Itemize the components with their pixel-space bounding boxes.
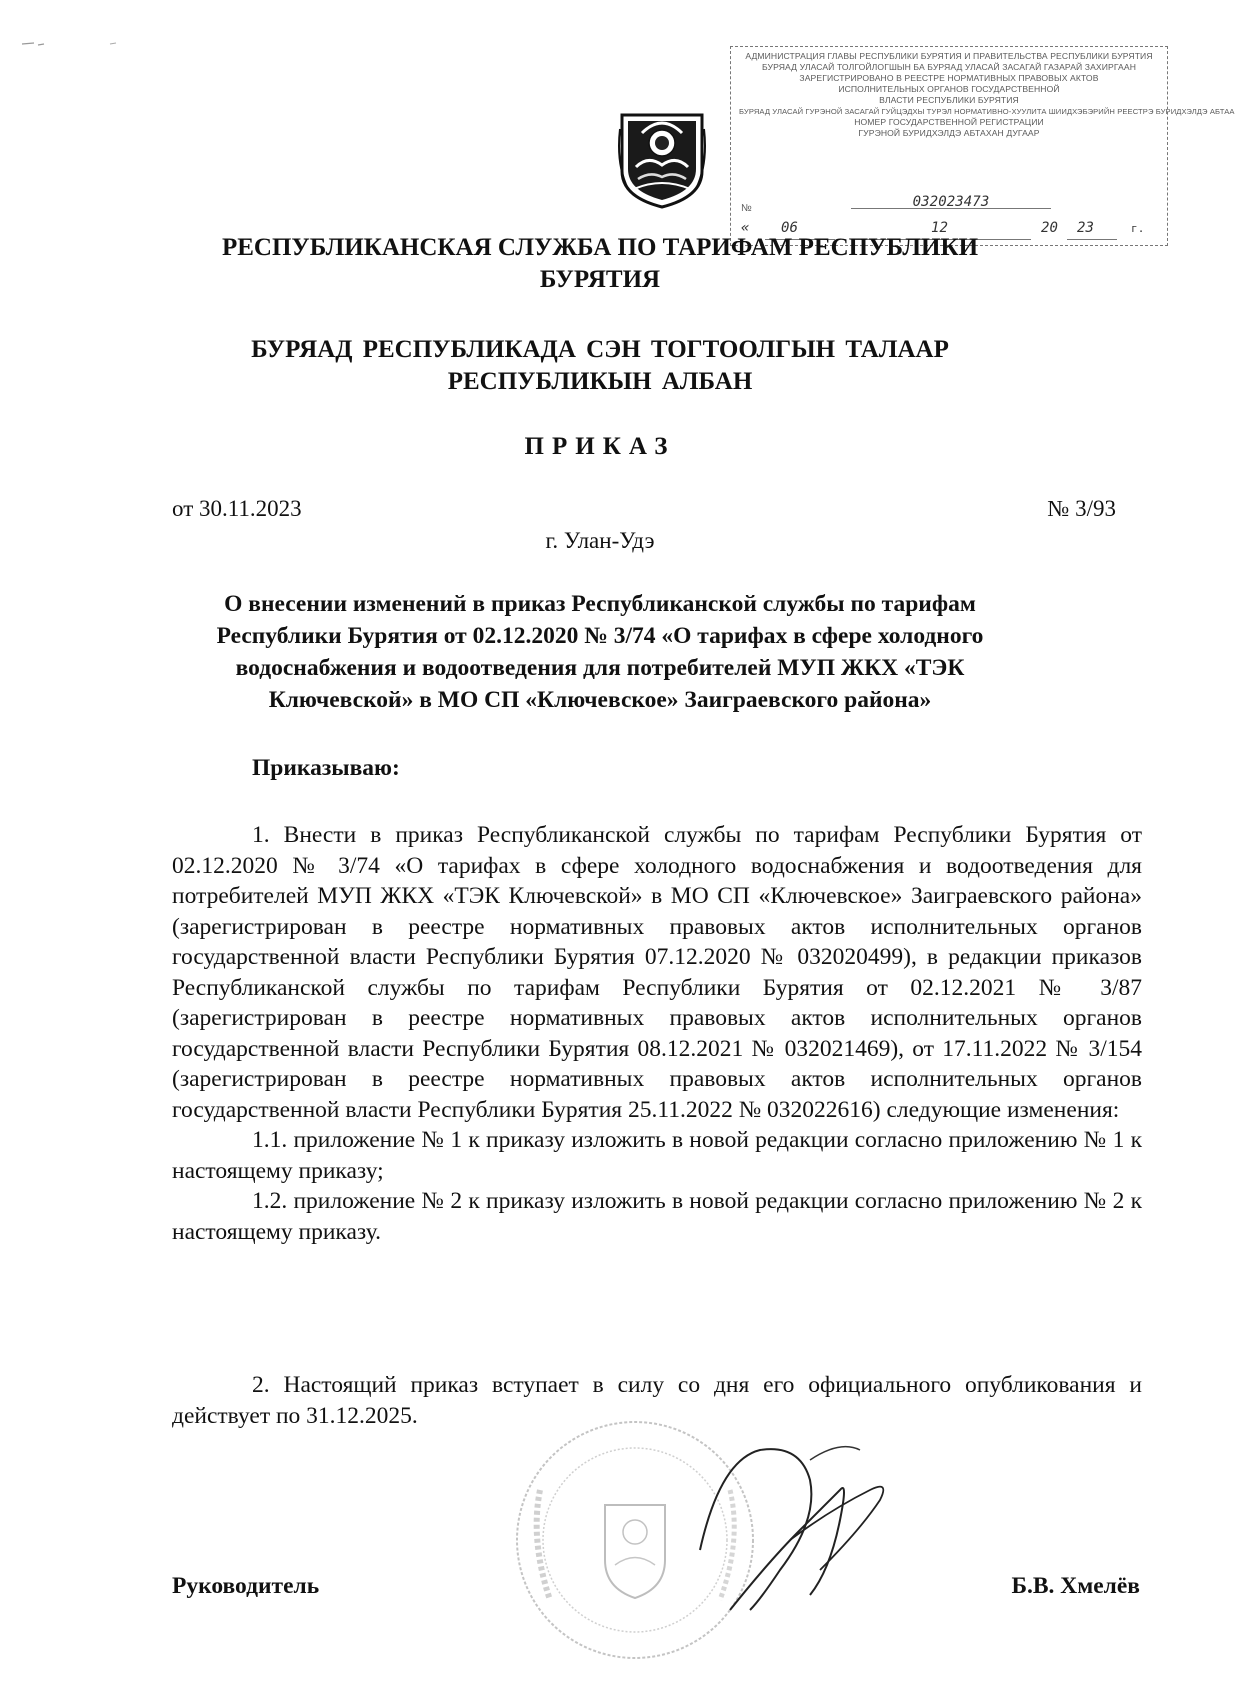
- stamp-registration-number: 032023473: [851, 197, 1051, 209]
- stamp-date-day: 06: [781, 220, 799, 236]
- stamp-date-month: 12: [931, 220, 949, 236]
- clause-2-text: 2. Настоящий приказ вступает в силу со дня его официального опубликования и действует по 31.12.2025.: [172, 1372, 1142, 1429]
- organization-title-ru-line1: РЕСПУБЛИКАНСКАЯ СЛУЖБА ПО ТАРИФАМ РЕСПУБЛИКИ: [221, 234, 979, 261]
- signatory-role: Руководитель: [172, 1573, 320, 1599]
- clause-1-1-text: 1.1. приложение № 1 к приказу изложить в новой редакции согласно приложению № 1 к настоящему приказу;: [172, 1127, 1142, 1184]
- stamp-registration-number-row: [741, 194, 1151, 219]
- coat-of-arms-icon: [618, 109, 706, 209]
- organization-title-bua: [0, 334, 1200, 398]
- organization-title-ru-line2: БУРЯТИЯ: [539, 266, 661, 293]
- organization-title-ru: [0, 232, 1200, 296]
- stamp-date-year-prefix: 20: [1041, 220, 1059, 236]
- registration-stamp: [730, 46, 1235, 246]
- stamp-line: БУРЯАД УЛАСАЙ ТОЛГОЙЛОГШЫН БА БУРЯАД УЛАСАЙ ЗАСАГАЙ ГАЗАРАЙ ЗАХИРГААН: [762, 62, 1136, 72]
- stamp-line: АДМИНИСТРАЦИЯ ГЛАВЫ РЕСПУБЛИКИ БУРЯТИЯ И ПРАВИТЕЛЬСТВА РЕСПУБЛИКИ БУРЯТИЯ: [745, 51, 1153, 61]
- order-clause-1: [172, 820, 1142, 1247]
- stamp-line: ЗАРЕГИСТРИРОВАНО В РЕЕСТРЕ НОРМАТИВНЫХ ПРАВОВЫХ АКТОВ: [799, 73, 1099, 83]
- organization-title-bua-line2: РЕСПУБЛИКЫН АЛБАН: [447, 368, 753, 395]
- stamp-line: БУРЯАД УЛАСАЙ ГУРЭНОЙ ЗАСАГАЙ ГУЙЦЭДХЫ ТУРЭЛ НОРМАТИВНО-ХУУЛИТА ШИИДХЭБЭРИЙН РЕЕСТРЭ БУРИДХЭЛДЭ АБТАА: [739, 107, 1235, 116]
- stamp-date-suffix: г.: [1131, 222, 1145, 235]
- clause-1-text: 1. Внести в приказ Республиканской службы по тарифам Республики Бурятия от 02.12.2020 № 3/74 «О тарифах в сфере холодного водоснабжения и водоотведения для потребителей МУП ЖКХ «ТЭК Ключевской» в МО СП «Ключевское» Заиграевского района» (зарегистрирован в реестре нормативных правовых актов исполнительных органов государственной власти Республики Бурятия 07.12.2020 № 032020499), в редакции приказов Республиканской службы по тарифам Республики Бурятия от 02.12.2021 № 3/87 (зарегистрирован в реестре нормативных правовых актов исполнительных органов государственной власти Республики Бурятия 08.12.2021 № 032021469), от 17.11.2022 № 3/154 (зарегистрирован в реестре нормативных правовых актов исполнительных органов государственной власти Республики Бурятия 25.11.2022 № 032022616) следующие изменения:: [172, 822, 1142, 1123]
- document-type-title: ПРИКАЗ: [524, 433, 676, 460]
- document-city: г. Улан-Удэ: [545, 528, 655, 553]
- organization-title-bua-line1: БУРЯАД РЕСПУБЛИКАДА СЭН ТОГТООЛГЫН ТАЛААР: [251, 336, 949, 363]
- stamp-number-label: №: [741, 203, 752, 214]
- subject-line: О внесении изменений в приказ Республиканской службы по тарифам: [224, 591, 976, 617]
- stamp-date-year: 23: [1077, 220, 1095, 236]
- clause-1-2-text: 1.2. приложение № 2 к приказу изложить в новой редакции согласно приложению № 2 к настоящему приказу.: [172, 1188, 1142, 1245]
- stamp-line: ГУРЭНОЙ БУРИДХЭЛДЭ АБТАХАН ДУГААР: [858, 128, 1040, 138]
- subject-line: Ключевской» в МО СП «Ключевское» Заиграевского района»: [268, 687, 932, 713]
- stamp-date-open-quote: «: [741, 220, 750, 236]
- document-subject: [140, 588, 1060, 716]
- stamp-line: ВЛАСТИ РЕСПУБЛИКИ БУРЯТИЯ: [879, 95, 1019, 105]
- document-date: от 30.11.2023: [172, 496, 302, 521]
- subject-line: Республики Бурятия от 02.12.2020 № 3/74 «О тарифах в сфере холодного: [216, 623, 984, 649]
- order-label: Приказываю:: [252, 755, 400, 781]
- document-number: № 3/93: [1047, 496, 1116, 521]
- signatory-name: Б.В. Хмелёв: [1011, 1573, 1140, 1599]
- stamp-line: ИСПОЛНИТЕЛЬНЫХ ОРГАНОВ ГОСУДАРСТВЕННОЙ: [838, 84, 1060, 94]
- handwritten-signature-icon: [690, 1420, 910, 1620]
- subject-line: водоснабжения и водоотведения для потребителей МУП ЖКХ «ТЭК: [235, 655, 965, 681]
- scan-artifact-mark: [20, 38, 140, 50]
- stamp-line: НОМЕР ГОСУДАРСТВЕННОЙ РЕГИСТРАЦИИ: [854, 117, 1044, 127]
